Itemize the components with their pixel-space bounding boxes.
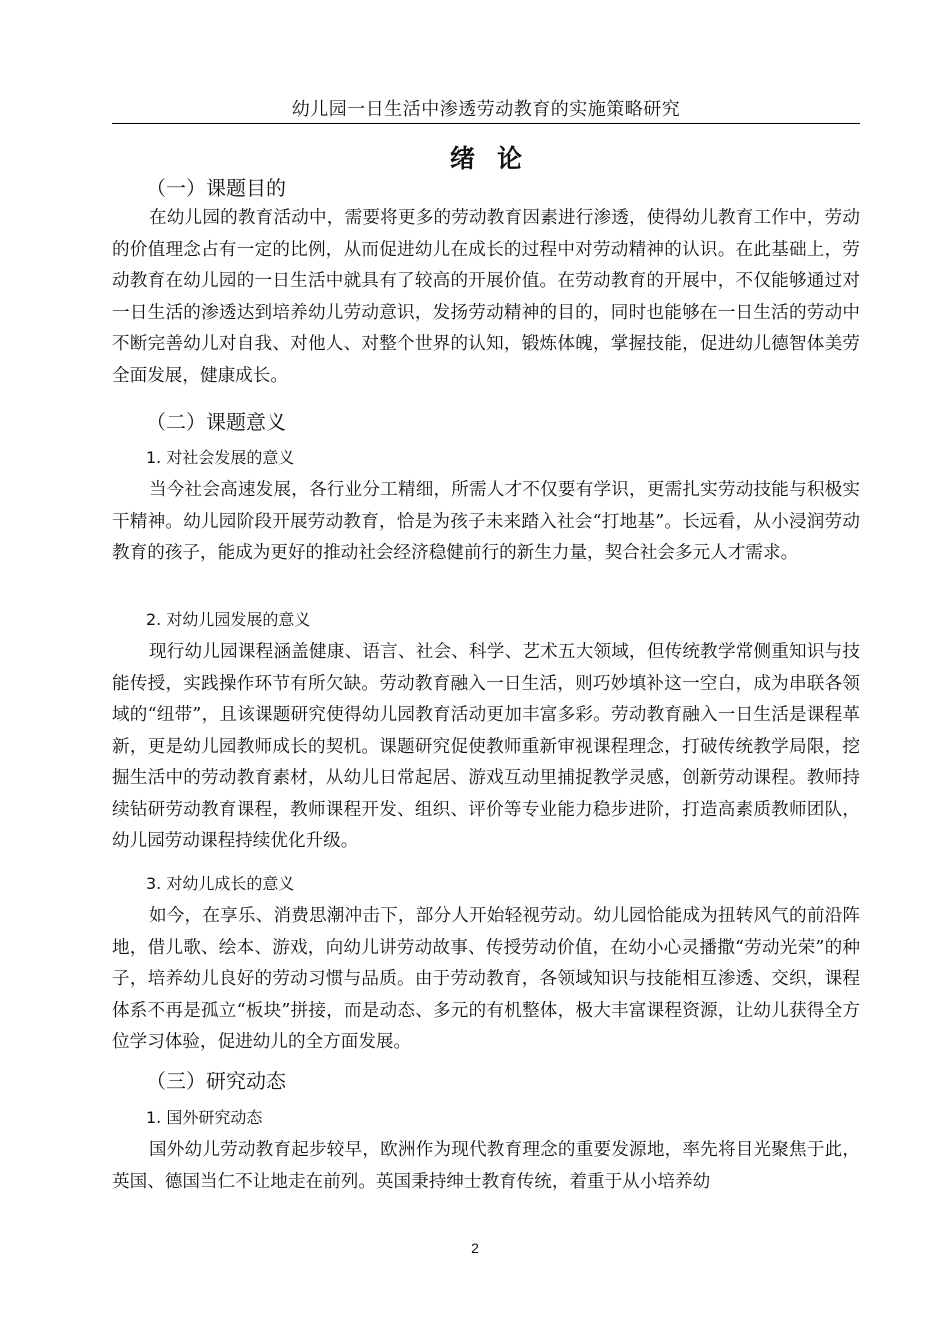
chapter-title: 绪论 <box>449 144 544 173</box>
running-header: 幼儿园一日生活中渗透劳动教育的实施策略研究 <box>291 99 681 120</box>
section-heading-research-status: （三）研究动态 <box>146 1069 286 1093</box>
subheading-kindergarten: 2. 对幼儿园发展的意义 <box>146 610 311 629</box>
paragraph-kindergarten: 现行幼儿园课程涵盖健康、语言、社会、科学、艺术五大领域，但传统教学常侧重知识与技能传授，实践操作环节有所欠缺。劳动教育融入一日生活，则巧妙填补这一空白，成为串联各领域的“纽带”，且该课题研究使得幼儿园教育活动更加丰富多彩。劳动教育融入一日生活是课程革新，更是幼儿园教师成长的契机。课题研究促使教师重新审视课程理念，打破传统教学局限，挖掘生活中的劳动教育素材，从幼儿日常起居、游戏互动里捕捉教学灵感，创新劳动课程。教师持续钻研劳动教育课程，教师课程开发、组织、评价等专业能力稳步进阶，打造高素质教师团队，幼儿园劳动课程持续优化升级。 <box>112 642 860 851</box>
subheading-society: 1. 对社会发展的意义 <box>146 448 295 467</box>
header-rule <box>112 123 860 124</box>
subheading-child-growth: 3. 对幼儿成长的意义 <box>146 874 295 893</box>
paragraph-purpose: 在幼儿园的教育活动中，需要将更多的劳动教育因素进行渗透，使得幼儿教育工作中，劳动的价值理念占有一定的比例，从而促进幼儿在成长的过程中对劳动精神的认识。在此基础上，劳动教育在幼儿园的一日生活中就具有了较高的开展价值。在劳动教育的开展中，不仅能够通过对一日生活的渗透达到培养幼儿劳动意识，发扬劳动精神的目的，同时也能够在一日生活的劳动中不断完善幼儿对自我、对他人、对整个世界的认知，锻炼体魄，掌握技能，促进幼儿德智体美劳全面发展，健康成长。 <box>112 208 860 386</box>
paragraph-child-growth: 如今，在享乐、消费思潮冲击下，部分人开始轻视劳动。幼儿园恰能成为扭转风气的前沿阵地，借儿歌、绘本、游戏，向幼儿讲劳动故事、传授劳动价值，在幼小心灵播撒“劳动光荣”的种子，培养幼儿良好的劳动习惯与品质。由于劳动教育，各领域知识与技能相互渗透、交织，课程体系不再是孤立“板块”拼接，而是动态、多元的有机整体，极大丰富课程资源，让幼儿获得全方位学习体验，促进幼儿的全方面发展。 <box>112 906 860 1052</box>
paragraph-society: 当今社会高速发展，各行业分工精细，所需人才不仅要有学识，更需扎实劳动技能与积极实干精神。幼儿园阶段开展劳动教育，恰是为孩子未来踏入社会“打地基”。长远看，从小浸润劳动教育的孩子，能成为更好的推动社会经济稳健前行的新生力量，契合社会多元人才需求。 <box>112 480 860 563</box>
page-number: 2 <box>471 1240 479 1256</box>
section-heading-significance: （二）课题意义 <box>146 410 286 434</box>
subheading-foreign-research: 1. 国外研究动态 <box>146 1108 263 1127</box>
paragraph-foreign-research: 国外幼儿劳动教育起步较早，欧洲作为现代教育理念的重要发源地，率先将目光聚焦于此，英国、德国当仁不让地走在前列。英国秉持绅士教育传统，着重于从小培养幼 <box>112 1140 860 1192</box>
section-heading-purpose: （一）课题目的 <box>146 176 286 200</box>
